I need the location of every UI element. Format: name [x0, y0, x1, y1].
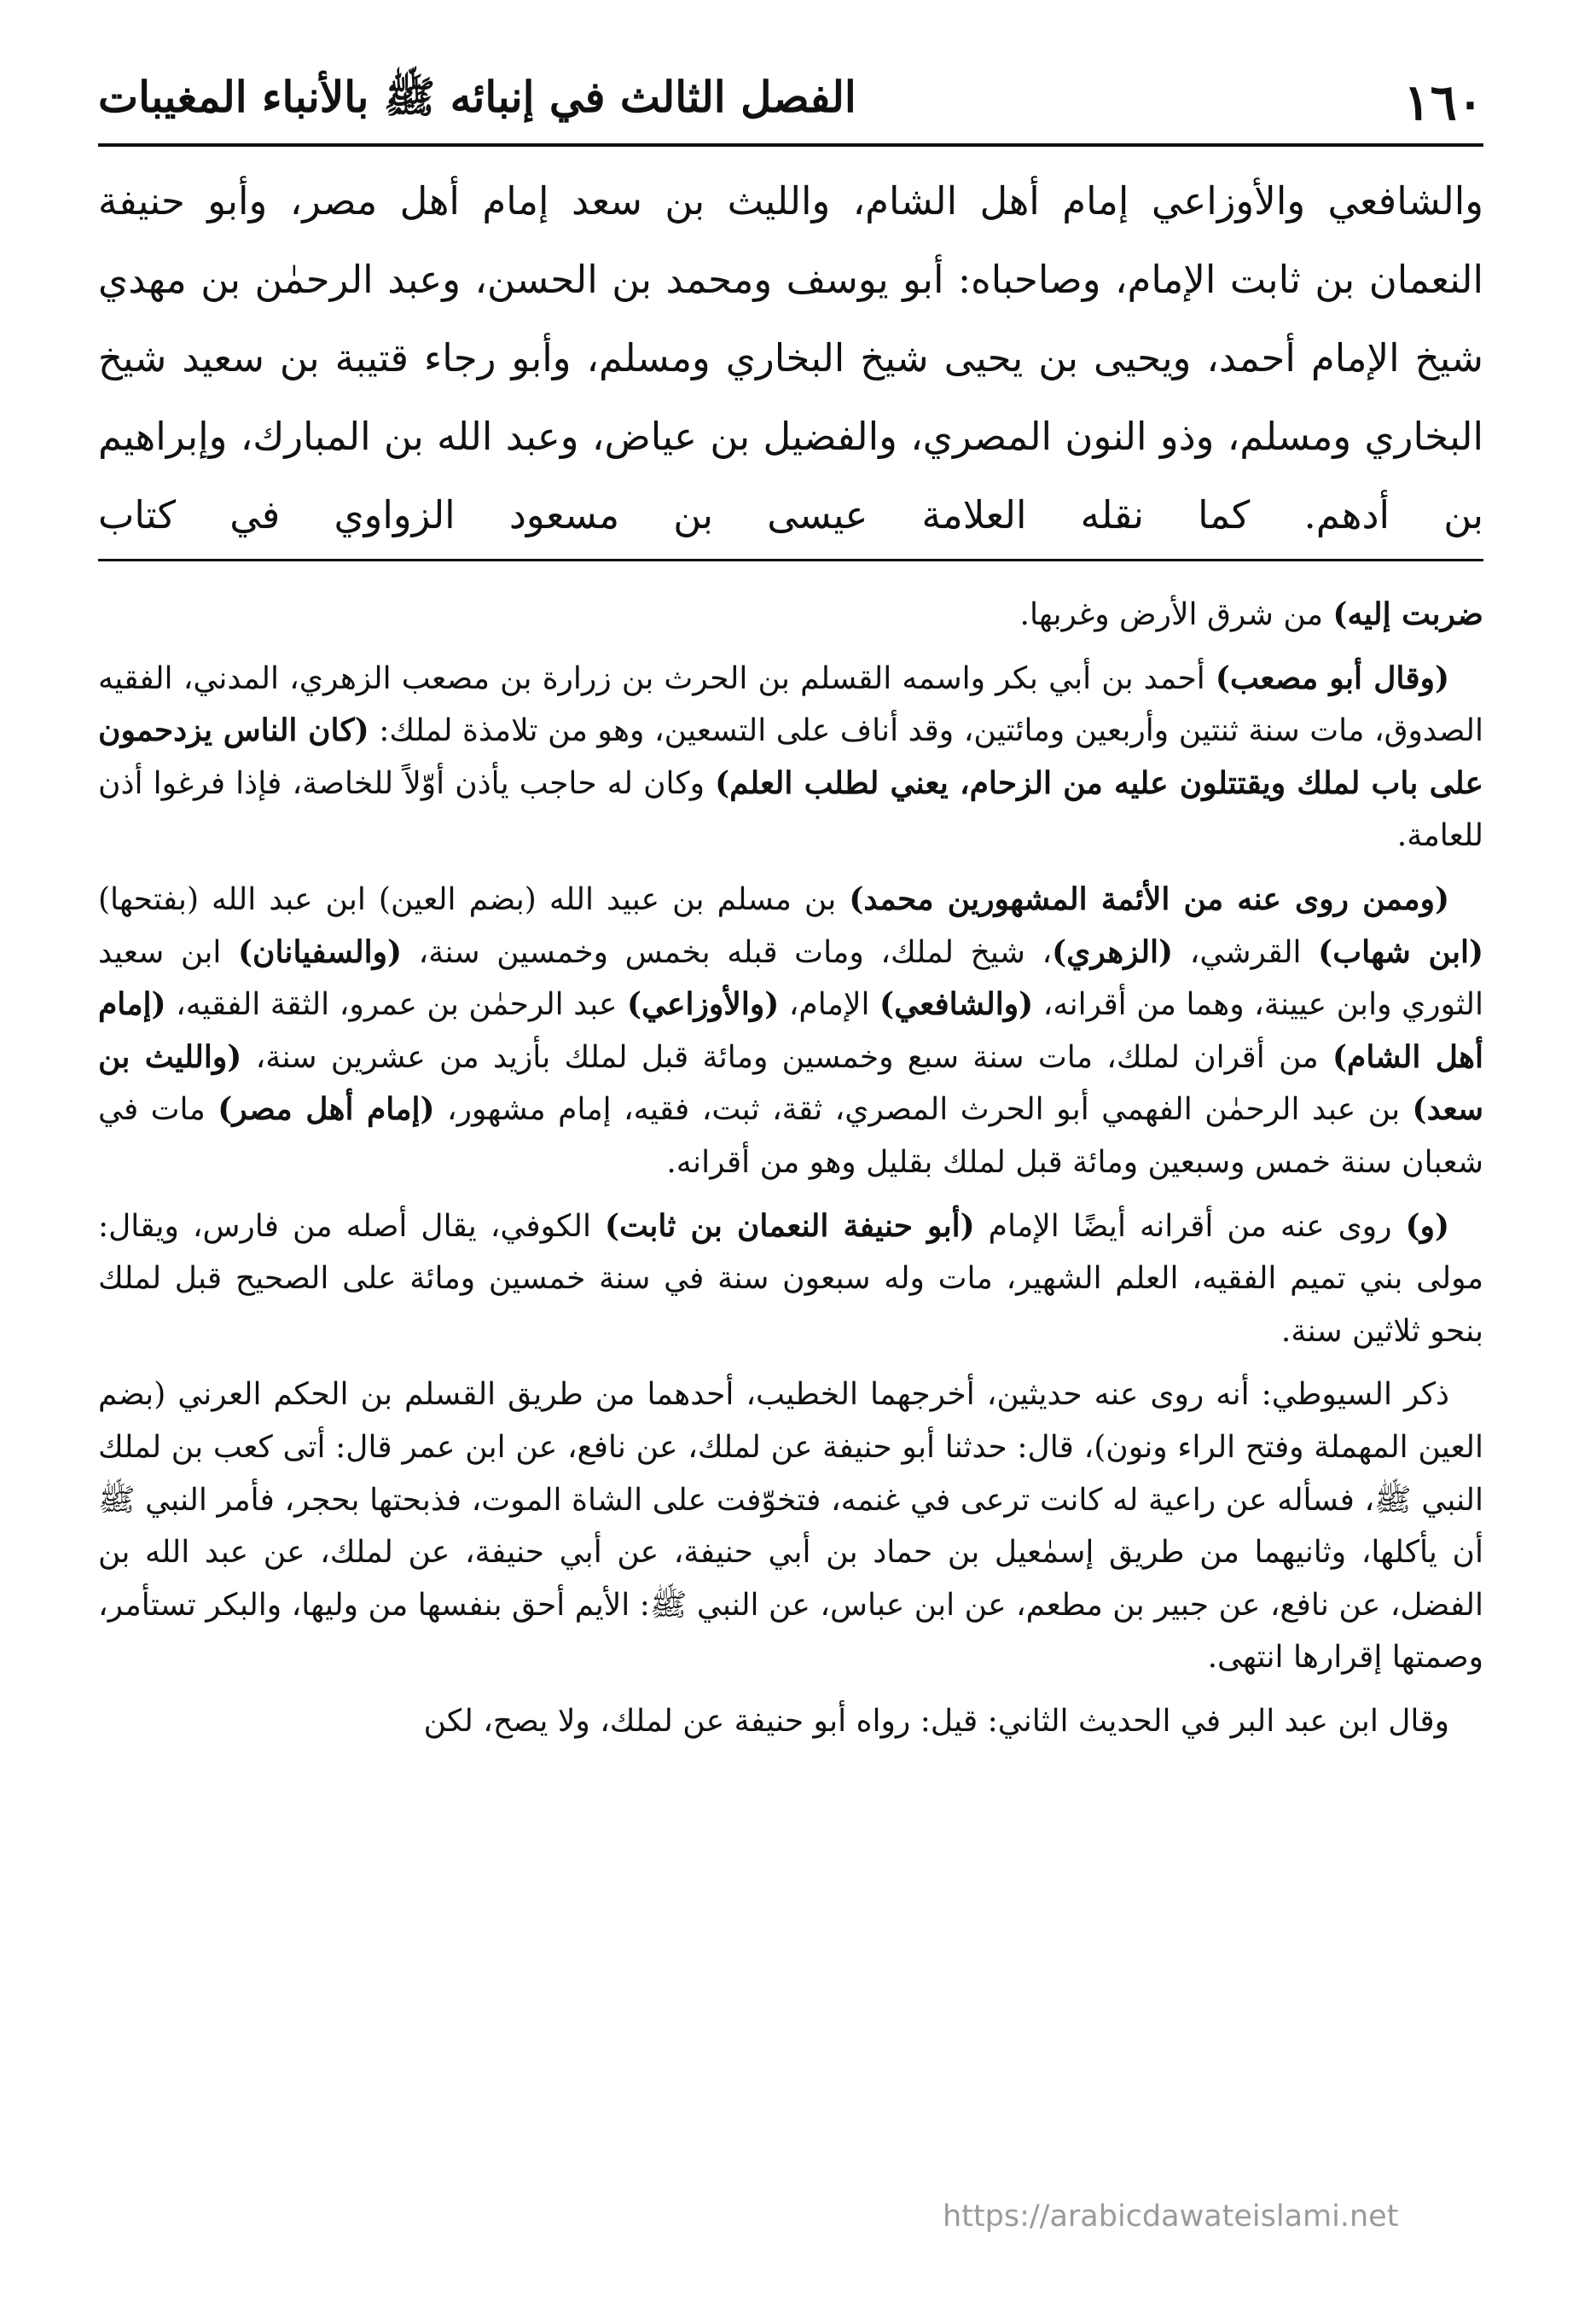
text-run: أحمد بن أبي بكر واسمه القسلم بن الحرث بن زرارة بن مصعب الزهري، المدني، الفقيه الصدوق، مات سنة ثنتين وأربعين ومائتين، وقد أناف على التسعين، وهو من تلامذة لملك: — [98, 660, 1483, 749]
text-run: بن عبد الرحمٰن الفهمي أبو الحرث المصري، ثقة، ثبت، فقيه، إمام مشهور، — [434, 1092, 1413, 1128]
commentary-paragraph — [98, 1200, 1483, 1358]
bold-quote: (والشافعي) — [879, 986, 1034, 1023]
text-run: بن مسلم بن عبيد الله (بضم العين) ابن عبد الله (بفتحها) — [98, 881, 850, 917]
main-text: والشافعي والأوزاعي إمام أهل الشام، والليث بن سعد إمام أهل مصر، وأبو حنيفة النعمان بن ثابت الإمام، وصاحباه: أبو يوسف ومحمد بن الحسن، وعبد الرحمٰن بن مهدي شيخ الإمام أحمد، ويحيى بن يحيى شيخ البخاري ومسلم، وأبو رجاء قتيبة بن سعيد شيخ البخاري ومسلم، وذو النون المصري، والفضيل بن عياض، وعبد الله بن المبارك، وإبراهيم بن أدهم. كما نقله العلامة عيسى بن مسعود الزواوي في كتاب — [98, 178, 1483, 537]
bold-quote: (كان الناس يزدحمون على باب لملك ويقتتلون عليه من الزحام، يعني لطلب العلم) — [98, 712, 1483, 801]
bold-quote: (و) — [1405, 1207, 1450, 1244]
bold-quote: (إمام أهل الشام) — [98, 986, 1483, 1075]
bold-quote: (وقال أبو مصعب) — [1215, 659, 1449, 696]
text-run: الكوفي، يقال أصله من فارس، ويقال: مولى بني تميم الفقيه، العلم الشهير، مات وله سبعون سنة في سنة خمسين ومائة على الصحيح قبل لملك بنحو ثلاثين سنة. — [98, 1208, 1483, 1349]
bold-quote: (إمام أهل مصر) — [218, 1091, 435, 1128]
text-run: مات في شعبان سنة خمس وسبعين ومائة قبل لملك بقليل وهو من أقرانه. — [98, 1092, 1483, 1180]
running-title: الفصل الثالث في إنبائه ﷺ بالأنباء المغيبات — [98, 72, 856, 122]
text-run: ذكر السيوطي: أنه روى عنه حديثين، أخرجهما الخطيب، أحدهما من طريق القسلم بن الحكم العرني (بضم العين المهملة وفتح الراء ونون)، قال: حدثنا أبو حنيفة عن لملك، عن نافع، عن ابن عمر قال: أتى كعب بن لملك النبي ﷺ، فسأله عن راعية له كانت ترعى في غنمه، فتخوّفت على الشاة الموت، فذبحتها بحجر، فأمر النبي ﷺ أن يأكلها، وثانيهما من طريق إسمٰعيل بن حماد بن أبي حنيفة، عن أبي حنيفة، عن لملك، عن عبد الله بن الفضل، عن نافع، عن جبير بن مطعم، عن ابن عباس، عن النبي ﷺ: الأيم أحق بنفسها من وليها، والبكر تستأمر، وصمتها إقرارها انتهى. — [98, 1377, 1483, 1676]
text-run: روى عنه من أقرانه أيضًا الإمام — [974, 1208, 1406, 1244]
commentary-paragraph — [98, 589, 1483, 642]
bold-quote: (والأوزاعي) — [627, 986, 780, 1023]
section-divider — [98, 559, 1483, 561]
text-run: من شرق الأرض وغربها. — [1019, 597, 1333, 632]
page-header — [98, 60, 1483, 145]
commentary-paragraph — [98, 874, 1483, 1189]
text-run: وكان له حاجب يأذن أوّلاً للخاصة، فإذا فرغوا أذن للعامة. — [98, 765, 1483, 854]
watermark-url: https://arabicdawateislami.net — [943, 2199, 1399, 2234]
bold-quote: (أبو حنيفة النعمان بن ثابت) — [605, 1207, 975, 1244]
page-number: ١٦٠ — [1403, 73, 1483, 131]
bold-quote: (والسفيانان) — [237, 933, 402, 970]
commentary-paragraph — [98, 653, 1483, 863]
bold-quote: (ابن شهاب) — [1318, 933, 1483, 970]
text-run: من أقران لملك، مات سنة سبع وخمسين ومائة قبل لملك بأزيد من عشرين سنة، — [241, 1039, 1332, 1075]
bold-quote: (والليث بن سعد) — [98, 1038, 1484, 1128]
text-run: القرشي، — [1173, 934, 1319, 970]
text-run: عبد الرحمٰن بن عمرو، الثقة الفقيه، — [165, 987, 627, 1023]
bold-quote: ضربت إليه) — [1332, 596, 1483, 632]
bold-quote: (الزهري) — [1052, 933, 1174, 970]
header-rule — [98, 143, 1483, 147]
commentary-paragraph — [98, 1368, 1483, 1684]
text-run: الإمام، — [779, 987, 880, 1023]
commentary — [98, 589, 1483, 1758]
text-run: ، شيخ لملك، ومات قبله بخمس وخمسين سنة، — [402, 934, 1053, 970]
commentary-paragraph — [98, 1695, 1483, 1748]
text-run: ابن سعيد الثوري وابن عيينة، وهما من أقرانه، — [98, 934, 1483, 1023]
text-run: وقال ابن عبد البر في الحديث الثاني: قيل: رواه أبو حنيفة عن لملك، ولا يصح، لكن — [423, 1703, 1449, 1739]
bold-quote: (وممن روى عنه من الأئمة المشهورين محمد) — [849, 880, 1449, 917]
